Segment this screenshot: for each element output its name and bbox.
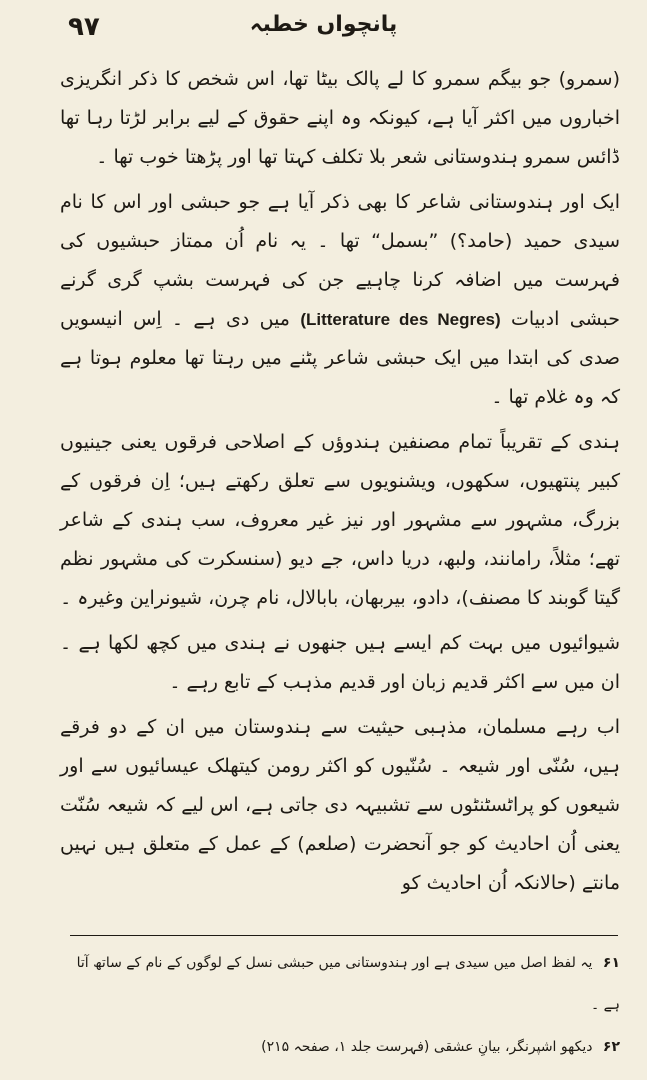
paragraph: (سمرو) جو بیگم سمرو کا لے پالک بیٹا تھا، اس شخص کا ذکر انگریزی اخباروں میں اکثر آیا ہے، کیونکہ وہ اپنے حقوق کے لیے برابر لڑتا رہا تھا ڈائس سمرو ہندوستانی شعر بلا تکلف کہتا تھا اور پڑھتا خوب تھا ۔ — [60, 68, 620, 168]
footnote-text: دیکھو اشپرنگر، بیانِ عشقی (فہرست جلد ۱، صفحہ ۲۱۵) — [261, 1039, 593, 1055]
footnote-divider — [70, 935, 618, 936]
paragraph-text: ایک اور ہندوستانی شاعر کا بھی ذکر آیا ہے جو حبشی اور اس کا نام سیدی حمید (حامد؟) ”بسمل“ تھا ۔ یہ نام اُن ممتاز حبشیوں کی فہرست میں اضافہ کرنا چاہیے جن کی فہرست بشپ گری گرنے حبشی ادبیات — [60, 191, 621, 330]
footnotes — [60, 942, 620, 1068]
footnote-mark: ۶۲ — [602, 1039, 620, 1055]
paragraph: اب رہے مسلمان، مذہبی حیثیت سے ہندوستان میں ان کے دو فرقے ہیں، سُنّی اور شیعہ ۔ سُنّیوں کو اکثر رومن کیتھلک عیسائیوں سے اور شیعوں کو پراٹسٹنٹوں سے تشبیہہ دی جاتی ہے، اس لیے کہ شیعہ سُنّت یعنی اُن احادیث کو جو آنحضرت (صلعم) کے عمل کے متعلق ہیں نہیں مانتے (حالانکہ اُن احادیث کو — [60, 716, 620, 894]
paragraph — [60, 183, 620, 417]
paragraph: شیوائیوں میں بہت کم ایسے ہیں جنھوں نے ہندی میں کچھ لکھا ہے ۔ ان میں سے اکثر قدیم زبان اور قدیم مذہب کے تابع رہے ۔ — [60, 632, 620, 693]
latin-title: (Litterature des Negres) — [300, 310, 501, 329]
page-number: ۹۷ — [68, 12, 100, 42]
footnote-text: یہ لفظ اصل میں سیدی ہے اور ہندوستانی میں حبشی نسل کے لوگوں کے نام کے ساتھ آتا ہے ۔ — [76, 955, 620, 1013]
paragraph: ہندی کے تقریباً تمام مصنفین ہندوؤں کے اصلاحی فرقوں یعنی جینیوں کبیر پنتھیوں، سکھوں، ویشنویوں سے تعلق رکھتے ہیں؛ اِن فرقوں کے بزرگ، مشہور سے مشہور اور نیز غیر معروف، سب ہندی کے شاعر تھے؛ مثلاً، رامانند، ولبھ، دریا داس، جے دیو (سنسکرت کی مشہور نظم گیتا گوبند کا مصنف)، دادو، بیربھان، بابالال، نام چرن، شیونراین وغیرہ ۔ — [60, 431, 620, 609]
running-title: پانچواں خطبہ — [249, 12, 398, 37]
footnote-mark: ۶۱ — [602, 955, 620, 971]
footnote — [60, 942, 620, 1026]
body-text — [60, 60, 620, 909]
paragraph-text: میں دی ہے ۔ اِس انیسویں صدی کی ابتدا میں ایک حبشی شاعر پٹنے میں رہتا تھا معلوم ہوتا ہے کہ وہ غلام تھا ۔ — [60, 308, 620, 408]
footnote — [60, 1026, 620, 1068]
